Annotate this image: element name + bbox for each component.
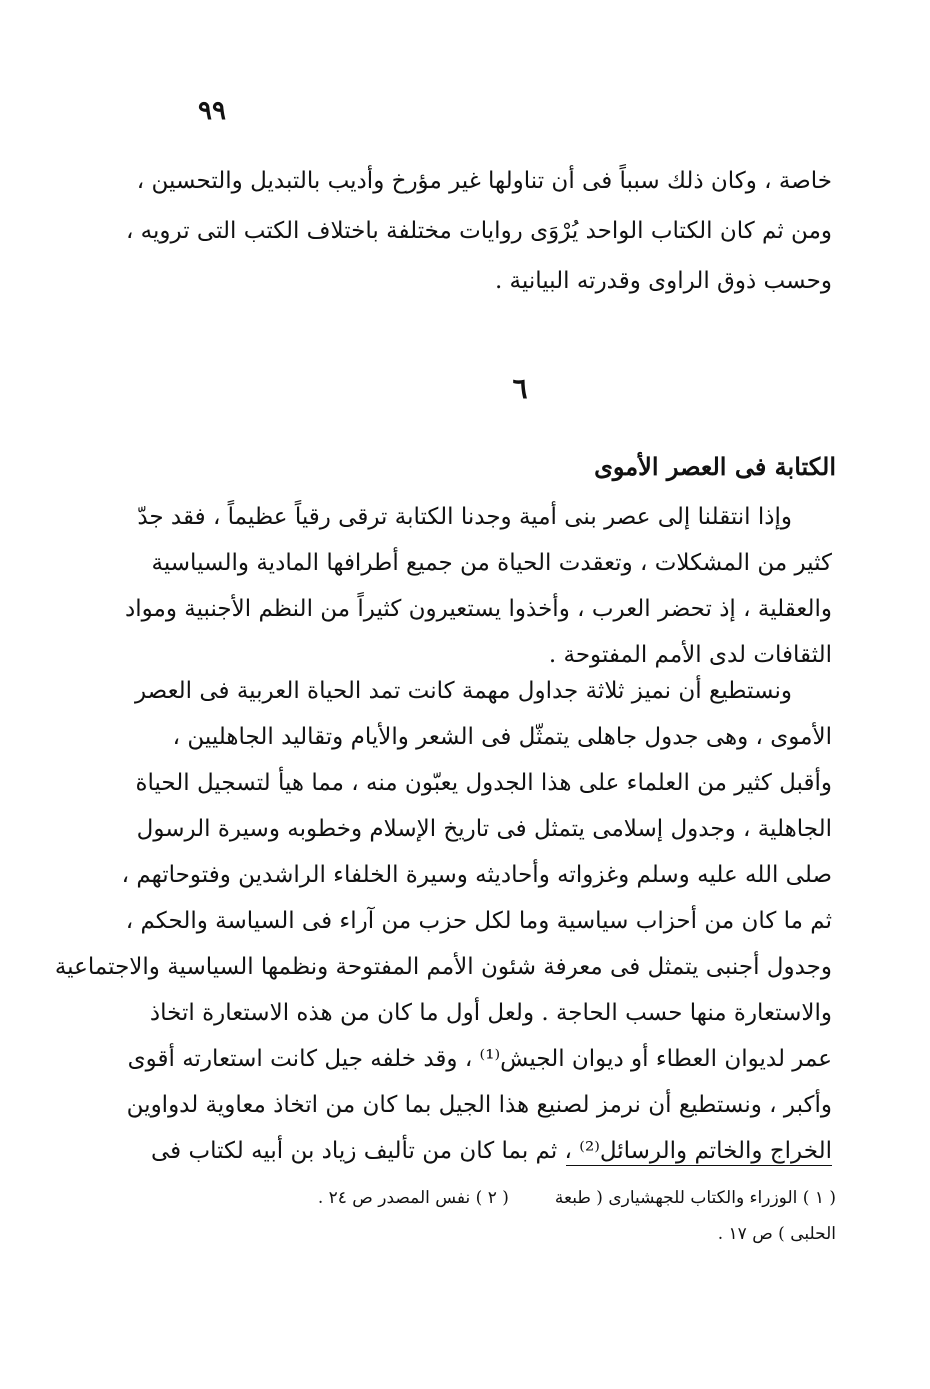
section-heading: الكتابة فى العصر الأموى [594,452,836,481]
text-line: الثقافات لدى الأمم المفتوحة . [548,642,832,668]
text-line: وجدول أجنبى يتمثل فى معرفة شئون الأمم المفتوحة ونظمها السياسية والاجتماعية [54,954,832,980]
paragraph-umayyad-intro [125,494,832,678]
text-line: عمر لديوان العطاء أو ديوان الجيش⁽¹⁾ ، وقد خلفه جيل كانت استعارته أقوى [127,1046,832,1072]
footnote-divider [566,1165,832,1166]
footnote-row [276,1180,836,1216]
text-line: صلى الله عليه وسلم وغزواته وأحاديثه وسيرة الخلفاء الراشدين وفتوحاتهم ، [121,862,832,888]
footnote-2: ( ٢ ) نفس المصدر ص ٢٤ . [317,1188,509,1208]
text-line: وإذا انتقلنا إلى عصر بنى أمية وجدنا الكتابة ترقى رقياً عظيماً ، فقد جدّ [137,504,792,530]
text-line: الجاهلية ، وجدول إسلامى يتمثل فى تاريخ الإسلام وخطوبه وسيرة الرسول [136,816,832,842]
page-number: ٩٩ [198,96,226,126]
text-line: الخراج والخاتم والرسائل⁽²⁾ ، ثم بما كان من تأليف زياد بن أبيه لكتاب فى [150,1138,832,1164]
text-line: والعقلية ، إذ تحضر العرب ، وأخذوا يستعيرون كثيراً من النظم الأجنبية ومواد [125,596,832,622]
text-line: وأقبل كثير من العلماء على هذا الجدول يعبّون منه ، مما هيأ لتسجيل الحياة [135,770,832,796]
intro-paragraph [125,156,832,306]
text-line: ومن ثم كان الكتاب الواحد يُرْوَى روايات مختلفة باختلاف الكتب التى ترويه ، [125,218,832,244]
text-line: ونستطيع أن نميز ثلاثة جداول مهمة كانت تمد الحياة العربية فى العصر [134,678,792,704]
footnote-1-continuation: الحلبى ) ص ١٧ . [717,1224,836,1244]
section-number: ٦ [512,372,528,405]
footnote-1: ( ١ ) الوزراء والكتاب للجهشيارى ( طبعة [554,1188,836,1208]
text-line: وأكبر ، ونستطيع أن نرمز لصنيع هذا الجيل بما كان من اتخاذ معاوية لدواوين [126,1092,832,1118]
footnotes [276,1180,836,1252]
paragraph-three-streams [54,668,832,1174]
text-line: ثم ما كان من أحزاب سياسية وما لكل حزب من آراء فى السياسة والحكم ، [125,908,832,934]
text-line: والاستعارة منها حسب الحاجة . ولعل أول ما كان من هذه الاستعارة اتخاذ [149,1000,832,1026]
text-line: كثير من المشكلات ، وتعقدت الحياة من جميع أطرافها المادية والسياسية [151,550,832,576]
text-line: الأموى ، وهى جدول جاهلى يتمثّل فى الشعر والأيام وتقاليد الجاهليين ، [172,724,832,750]
text-line: خاصة ، وكان ذلك سبباً فى أن تناولها غير مؤرخ وأديب بالتبديل والتحسين ، [136,168,832,194]
text-line: وحسب ذوق الراوى وقدرته البيانية . [494,268,832,294]
